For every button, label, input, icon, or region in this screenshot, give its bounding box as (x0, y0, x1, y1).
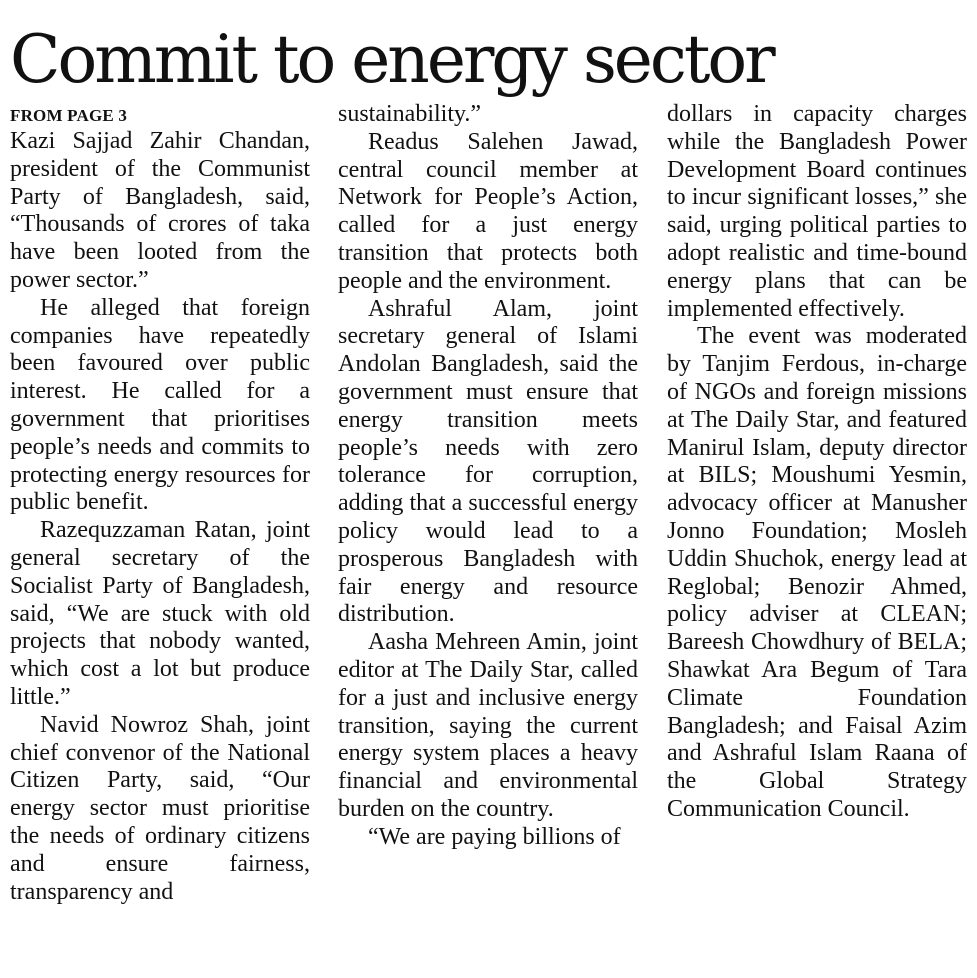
article-column-2 (338, 101, 638, 852)
paragraph-jawad: Readus Salehen Jawad, central council member at Network for People’s Action, called for a just energy transition that protects both people and the environment. (338, 128, 638, 294)
article-column-1 (10, 101, 310, 906)
headline: Commit to energy sector (10, 21, 773, 98)
paragraph-ratan: Razequzzaman Ratan, joint general secretary of the Socialist Party of Bangladesh, said, “We are stuck with old projects that nobody wanted, which cost a lot but produce little.” (10, 517, 310, 710)
paragraph-shah-continued: sustainability.” (338, 101, 482, 127)
paragraph-event-moderation: The event was moderated by Tanjim Ferdous, in-charge of NGOs and foreign missions at The Daily Star, and featured Manirul Islam, deputy director at BILS; Moushumi Yesmin, advocacy officer at Manusher Jonno Foundation; Mosleh Uddin Shuchok, energy lead at Reglobal; Benozir Ahmed, policy adviser at CLEAN; Bareesh Chowdhury of BELA; Shawkat Ara Begum of Tara Climate Foundation Bangladesh; and Faisal Azim and Ashraful Islam Raana of the Global Strategy Communication Council. (667, 323, 967, 822)
paragraph-amin-quote-continued: dollars in capacity charges while the Bangladesh Power Development Board continues to incur significant losses,” she said, urging political parties to adopt realistic and time-bound energy plans that can be implemented effectively. (667, 101, 967, 322)
paragraph-foreign-companies: He alleged that foreign companies have repeatedly been favoured over public interest. He called for a government that prioritises people’s needs and commits to protecting energy resources for public benefit. (10, 294, 310, 516)
paragraph-amin: Aasha Mehreen Amin, joint editor at The Daily Star, called for a just and inclusive energy transition, saying the current energy system places a heavy financial and environmental burden on the country. (338, 629, 638, 822)
paragraph-shah: Navid Nowroz Shah, joint chief convenor of the National Citizen Party, said, “Our energy sector must prioritise the needs of ordinary citizens and ensure fairness, transparency and (10, 711, 310, 905)
article-column-3 (667, 101, 967, 824)
paragraph-alam: Ashraful Alam, joint secretary general of Islami Andolan Bangladesh, said the government must ensure that energy transition meets people’s needs with zero tolerance for corruption, adding that a successful energy policy would lead to a prosperous Bangladesh with fair energy and resource distribution. (338, 295, 638, 628)
paragraph-amin-quote: “We are paying billions of (368, 823, 621, 850)
paragraph-chandan: Kazi Sajjad Zahir Chandan, president of the Communist Party of Bangladesh, said, “Thousands of crores of taka have been looted from the power sector.” (10, 128, 310, 293)
continuation-kicker: FROM PAGE 3 (10, 106, 128, 125)
